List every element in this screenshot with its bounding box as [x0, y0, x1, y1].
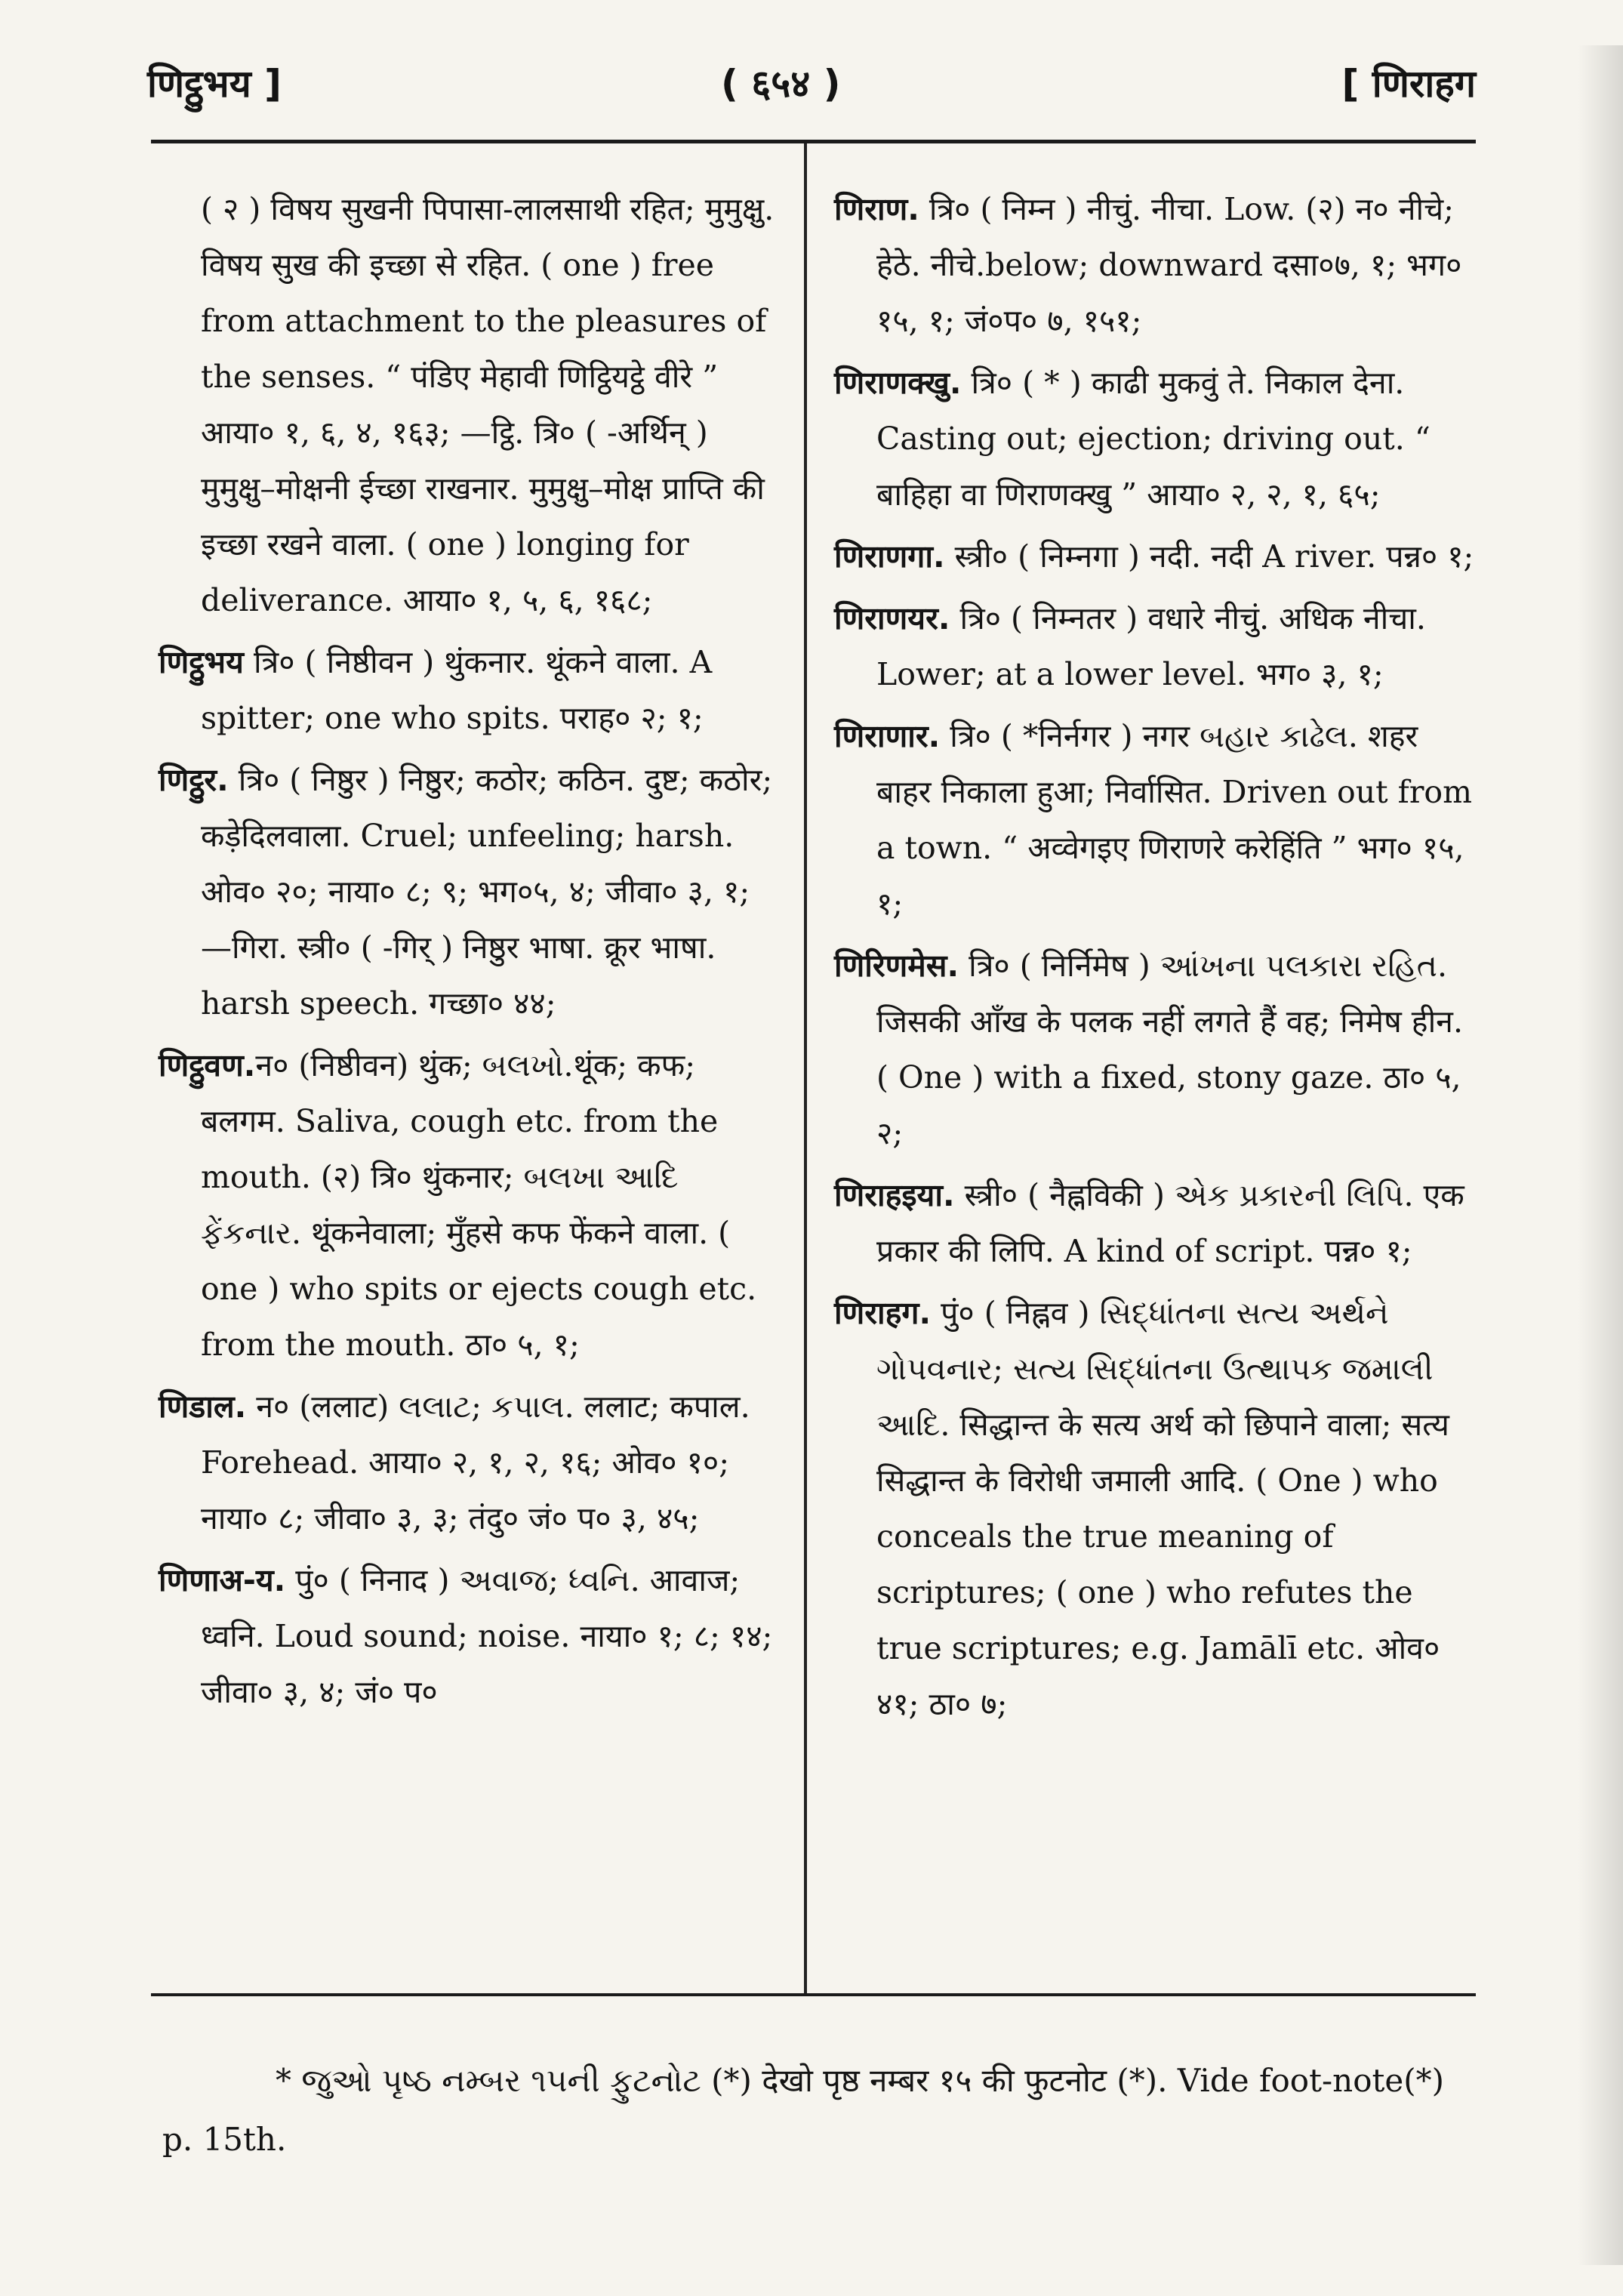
entry-definition: त्रि० ( निष्ठीवन ) थुंकनार. थूंकने वाला. A spitter; one who spits. पराह० २; १; — [201, 644, 713, 736]
entry-definition: स्त्री० ( नैह्नविकी ) એક પ્રકારની લિપિ. एक प्रकार की लिपि. A kind of script. पन्न० १; — [876, 1177, 1464, 1269]
entry-definition: पुं० ( निनाद ) અવાજ; ધ્વનિ. आवाज; ध्वनि. Loud sound; noise. नाया० १; ८; १४; जीवा० ३, ४; जं० प० — [201, 1562, 773, 1710]
entry-definition: त्रि० ( * ) काढी मुकवुं ते. निकाल देना. Casting out; ejection; driving out. “ बाहिहा वा णिराणक्खु ” आया० २, २, १, ६५; — [876, 365, 1431, 513]
page-header — [147, 42, 1476, 125]
running-head-right: [ णिराहग — [1341, 62, 1476, 106]
entry-headword: णिरिणमेस. — [834, 948, 959, 984]
entry-headword: णिराणगा. — [834, 538, 945, 575]
entry-definition: त्रि० ( निम्न ) नीचुं. नीचा. Low. (२) न० नीचे; हेठे. नीचे.below; downward दसा०७, १; भग० १५, १; जं०प० ७, १५१; — [876, 191, 1462, 339]
entry-headword: णिट्ठुवण. — [159, 1047, 256, 1083]
dictionary-entry — [834, 1285, 1480, 1732]
dictionary-entry — [834, 1167, 1480, 1279]
footnote: * જુઓ પૃષ્ઠ નમ્બર ૧૫ની ફુટનોટ (*) देखो पृष्ठ नम्बर १५ की फुटनोट (*). Vide foot-note(*) p. 15th. — [162, 2062, 1444, 2158]
dictionary-entry — [159, 752, 785, 1031]
entry-headword: णिट्ठुभय — [159, 644, 244, 680]
dictionary-entry — [159, 1552, 785, 1720]
entry-definition: ( २ ) विषय सुखनी पिपासा-लालसाथी रहित; मुमुक्षु. विषय सुख की इच्छा से रहित. ( one ) free from attachment to the pleasures of the senses. “ पंडिए मेहावी णिट्ठियट्ठे वीरे ” आया० १, ६, ४, १६३; —ट्ठि. त्रि० ( -अर्थिन् ) मुमुक्षु–मोक्षनी ईच्छा राखनार. मुमुक्षु–मोक्ष प्राप्ति की इच्छा रखने वाला. ( one ) longing for deliverance. आया० १, ५, ६, १६८; — [201, 191, 775, 618]
entry-headword: णिराहग. — [834, 1295, 932, 1331]
dictionary-entry — [834, 529, 1480, 584]
dictionary-entry — [159, 634, 785, 746]
column-divider — [804, 143, 807, 1993]
entry-headword: णिणाअ-य. — [159, 1562, 286, 1598]
right-column — [834, 181, 1480, 1738]
entry-definition: स्त्री० ( निम्नगा ) नदी. नदी A river. पन्न० १; — [944, 538, 1474, 575]
entry-definition: न० (ललाट) લલાટ; કપાલ. ललाट; कपाल. Forehead. आया० २, १, २, १६; ओव० १०; नाया० ८; जीवा० ३, ३; तंदु० जं० प० ३, ४५; — [201, 1388, 750, 1536]
page-edge-shadow — [1578, 45, 1623, 2265]
dictionary-entry — [834, 181, 1480, 349]
entry-definition: न० (निष्ठीवन) थुंक; બલખો.थूंक; कफ; बलगम. Saliva, cough etc. from the mouth. (२) त्रि० थुंकनार; બલખા આદિ ફેંકનાર. थूंकनेवाला; मुँहसे कफ फेंकने वाला. ( one ) who spits or ejects cough etc. from the mouth. ठा० ५, १; — [201, 1047, 757, 1363]
entry-headword: णिराणयर. — [834, 600, 950, 636]
dictionary-entry — [834, 708, 1480, 932]
entry-headword: णिराहइया. — [834, 1177, 955, 1213]
dictionary-entry — [834, 590, 1480, 702]
entry-definition: त्रि० ( निर्निमेष ) આંખના પલકારા રહિત. जिसकी आँख के पलक नहीं लगते हैं वह; निमेष हीन. ( One ) with a fixed, stony gaze. ठा० ५, २; — [876, 948, 1463, 1151]
page-number: ( ६५४ ) — [721, 62, 841, 106]
dictionary-entry — [159, 1379, 785, 1546]
entry-headword: णिराणार. — [834, 718, 941, 754]
footnote-rule — [151, 1993, 1476, 1996]
entry-definition: पुं० ( निह्नव ) સિદ્ધાંતના સત્ય અર્થને ગોપવનાર; સત્ય સિદ્ધાંતના ઉત્થાપક જમાલી આદિ. सिद्धान्त के सत्य अर्थ को छिपाने वाला; सत्य सिद्धान्त के विरोधी जमाली आदि. ( One ) who conceals the true meaning of scriptures; ( one ) who refutes the true scriptures; e.g. Jamālī etc. ओव० ४१; ठा० ७; — [876, 1295, 1449, 1722]
dictionary-entry — [834, 938, 1480, 1161]
entry-headword: णिडाल. — [159, 1388, 247, 1425]
running-head-left: णिट्ठुभय ] — [147, 62, 282, 106]
entry-definition: त्रि० ( निष्ठुर ) निष्ठुर; कठोर; कठिन. दुष्ट; कठोर; कड़ेदिलवाला. Cruel; unfeeling; harsh. ओव० २०; नाया० ८; ९; भग०५, ४; जीवा० ३, १; —गिरा. स्त्री० ( -गिर् ) निष्ठुर भाषा. क्रूर भाषा. harsh speech. गच्छा० ४४; — [201, 762, 773, 1022]
dictionary-entry — [159, 181, 785, 628]
entry-headword: णिट्ठुर. — [159, 762, 229, 798]
entry-headword: णिराण. — [834, 191, 919, 227]
entry-headword: णिराणक्खु. — [834, 365, 962, 401]
entry-definition: त्रि० ( निम्नतर ) वधारे नीचुं. अधिक नीचा. Lower; at a lower level. भग० ३, १; — [876, 600, 1426, 692]
dictionary-entry — [834, 355, 1480, 522]
header-rule — [151, 140, 1476, 143]
dictionary-entry — [159, 1037, 785, 1373]
left-column — [159, 181, 785, 1726]
entry-definition: त्रि० ( *निर्नगर ) नगर બહાર કાઢેલ. शहर बाहर निकाला हुआ; निर्वासित. Driven out from a town. “ अव्वेगइए णिराणरे करेहिंति ” भग० १५, १; — [876, 718, 1472, 922]
